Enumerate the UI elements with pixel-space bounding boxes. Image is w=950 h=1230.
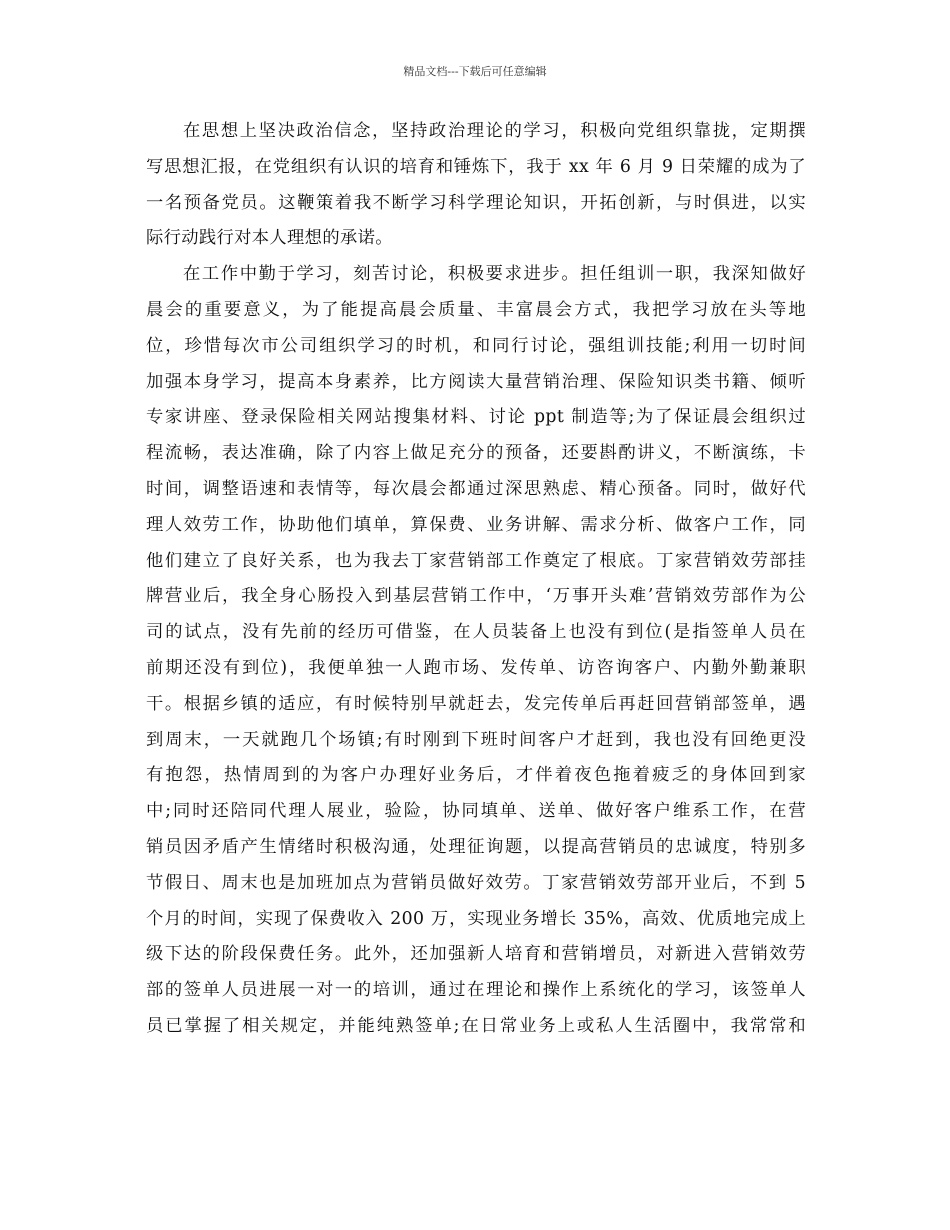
text-line: 员已掌握了相关规定，并能纯熟签单;在日常业务上或私人生活圈中，我常常和 [146, 1015, 806, 1036]
text-line: 个月的时间，实现了保费收入 200 万，实现业务增长 35%，高效、优质地完成上 [146, 908, 806, 929]
text-line: 晨会的重要意义，为了能提高晨会质量、丰富晨会方式，我把学习放在头等地 [146, 299, 806, 320]
paragraph [146, 257, 806, 1045]
text-line: 在思想上坚决政治信念，坚持政治理论的学习，积极向党组织靠拢，定期撰 [183, 121, 806, 141]
text-line: 专家讲座、登录保险相关网站搜集材料、讨论 ppt 制造等;为了保证晨会组织过 [146, 407, 806, 428]
text-line: 牌营业后，我全身心肠投入到基层营销工作中，‘万事开头难’营销效劳部作为公 [146, 586, 806, 607]
text-line: 干。根据乡镇的适应，有时候特别早就赶去，发完传单后再赶回营销部签单，遇 [146, 693, 806, 714]
text-line: 际行动践行对本人理想的承诺。 [146, 228, 393, 249]
text-line: 位，珍惜每次市公司组织学习的时机，和同行讨论，强组训技能;利用一切时间 [146, 335, 806, 356]
text-line: 他们建立了良好关系，也为我去丁家营销部工作奠定了根底。丁家营销效劳部挂 [146, 550, 806, 571]
text-line: 程流畅，表达准确，除了内容上做足充分的预备，还要斟酌讲义，不断演练，卡 [146, 443, 806, 464]
text-line: 节假日、周末也是加班加点为营销员做好效劳。丁家营销效劳部开业后，不到 5 [146, 872, 806, 893]
text-line: 写思想汇报，在党组织有认识的培育和锤炼下，我于 xx 年 6 月 9 日荣耀的成为了 [146, 156, 806, 177]
page-header: 精品文档---下载后可任意编辑 [403, 65, 547, 78]
text-line: 到周末，一天就跑几个场镇;有时刚到下班时间客户才赶到，我也没有回绝更没 [146, 729, 806, 750]
text-line: 级下达的阶段保费任务。此外，还加强新人培育和营销增员，对新进入营销效劳 [146, 944, 806, 965]
text-line: 中;同时还陪同代理人展业，验险，协同填单、送单、做好客户维系工作，在营 [146, 801, 806, 822]
text-line: 前期还没有到位)，我便单独一人跑市场、发传单、访咨询客户、内勤外勤兼职 [146, 657, 806, 678]
text-line: 理人效劳工作，协助他们填单，算保费、业务讲解、需求分析、做客户工作，同 [146, 514, 806, 535]
text-line: 在工作中勤于学习，刻苦讨论，积极要求进步。担任组训一职，我深知做好 [183, 264, 806, 285]
text-line: 销员因矛盾产生情绪时积极沟通，处理征询题，以提高营销员的忠诚度，特别多 [146, 836, 806, 857]
text-line: 加强本身学习，提高本身素养，比方阅读大量营销治理、保险知识类书籍、倾听 [146, 371, 806, 392]
text-line: 有抱怨，热情周到的为客户办理好业务后，才伴着夜色拖着疲乏的身体回到家 [146, 765, 806, 786]
text-line: 一名预备党员。这鞭策着我不断学习科学理论知识，开拓创新，与时俱进，以实 [146, 192, 806, 213]
text-line: 时间，调整语速和表情等，每次晨会都通过深思熟虑、精心预备。同时，做好代 [146, 478, 806, 499]
text-line: 司的试点，没有先前的经历可借鉴，在人员装备上也没有到位(是指签单人员在 [146, 622, 806, 643]
document-body [146, 114, 806, 1045]
paragraph [146, 114, 806, 257]
text-line: 部的签单人员进展一对一的培训，通过在理论和操作上系统化的学习，该签单人 [146, 980, 806, 1001]
